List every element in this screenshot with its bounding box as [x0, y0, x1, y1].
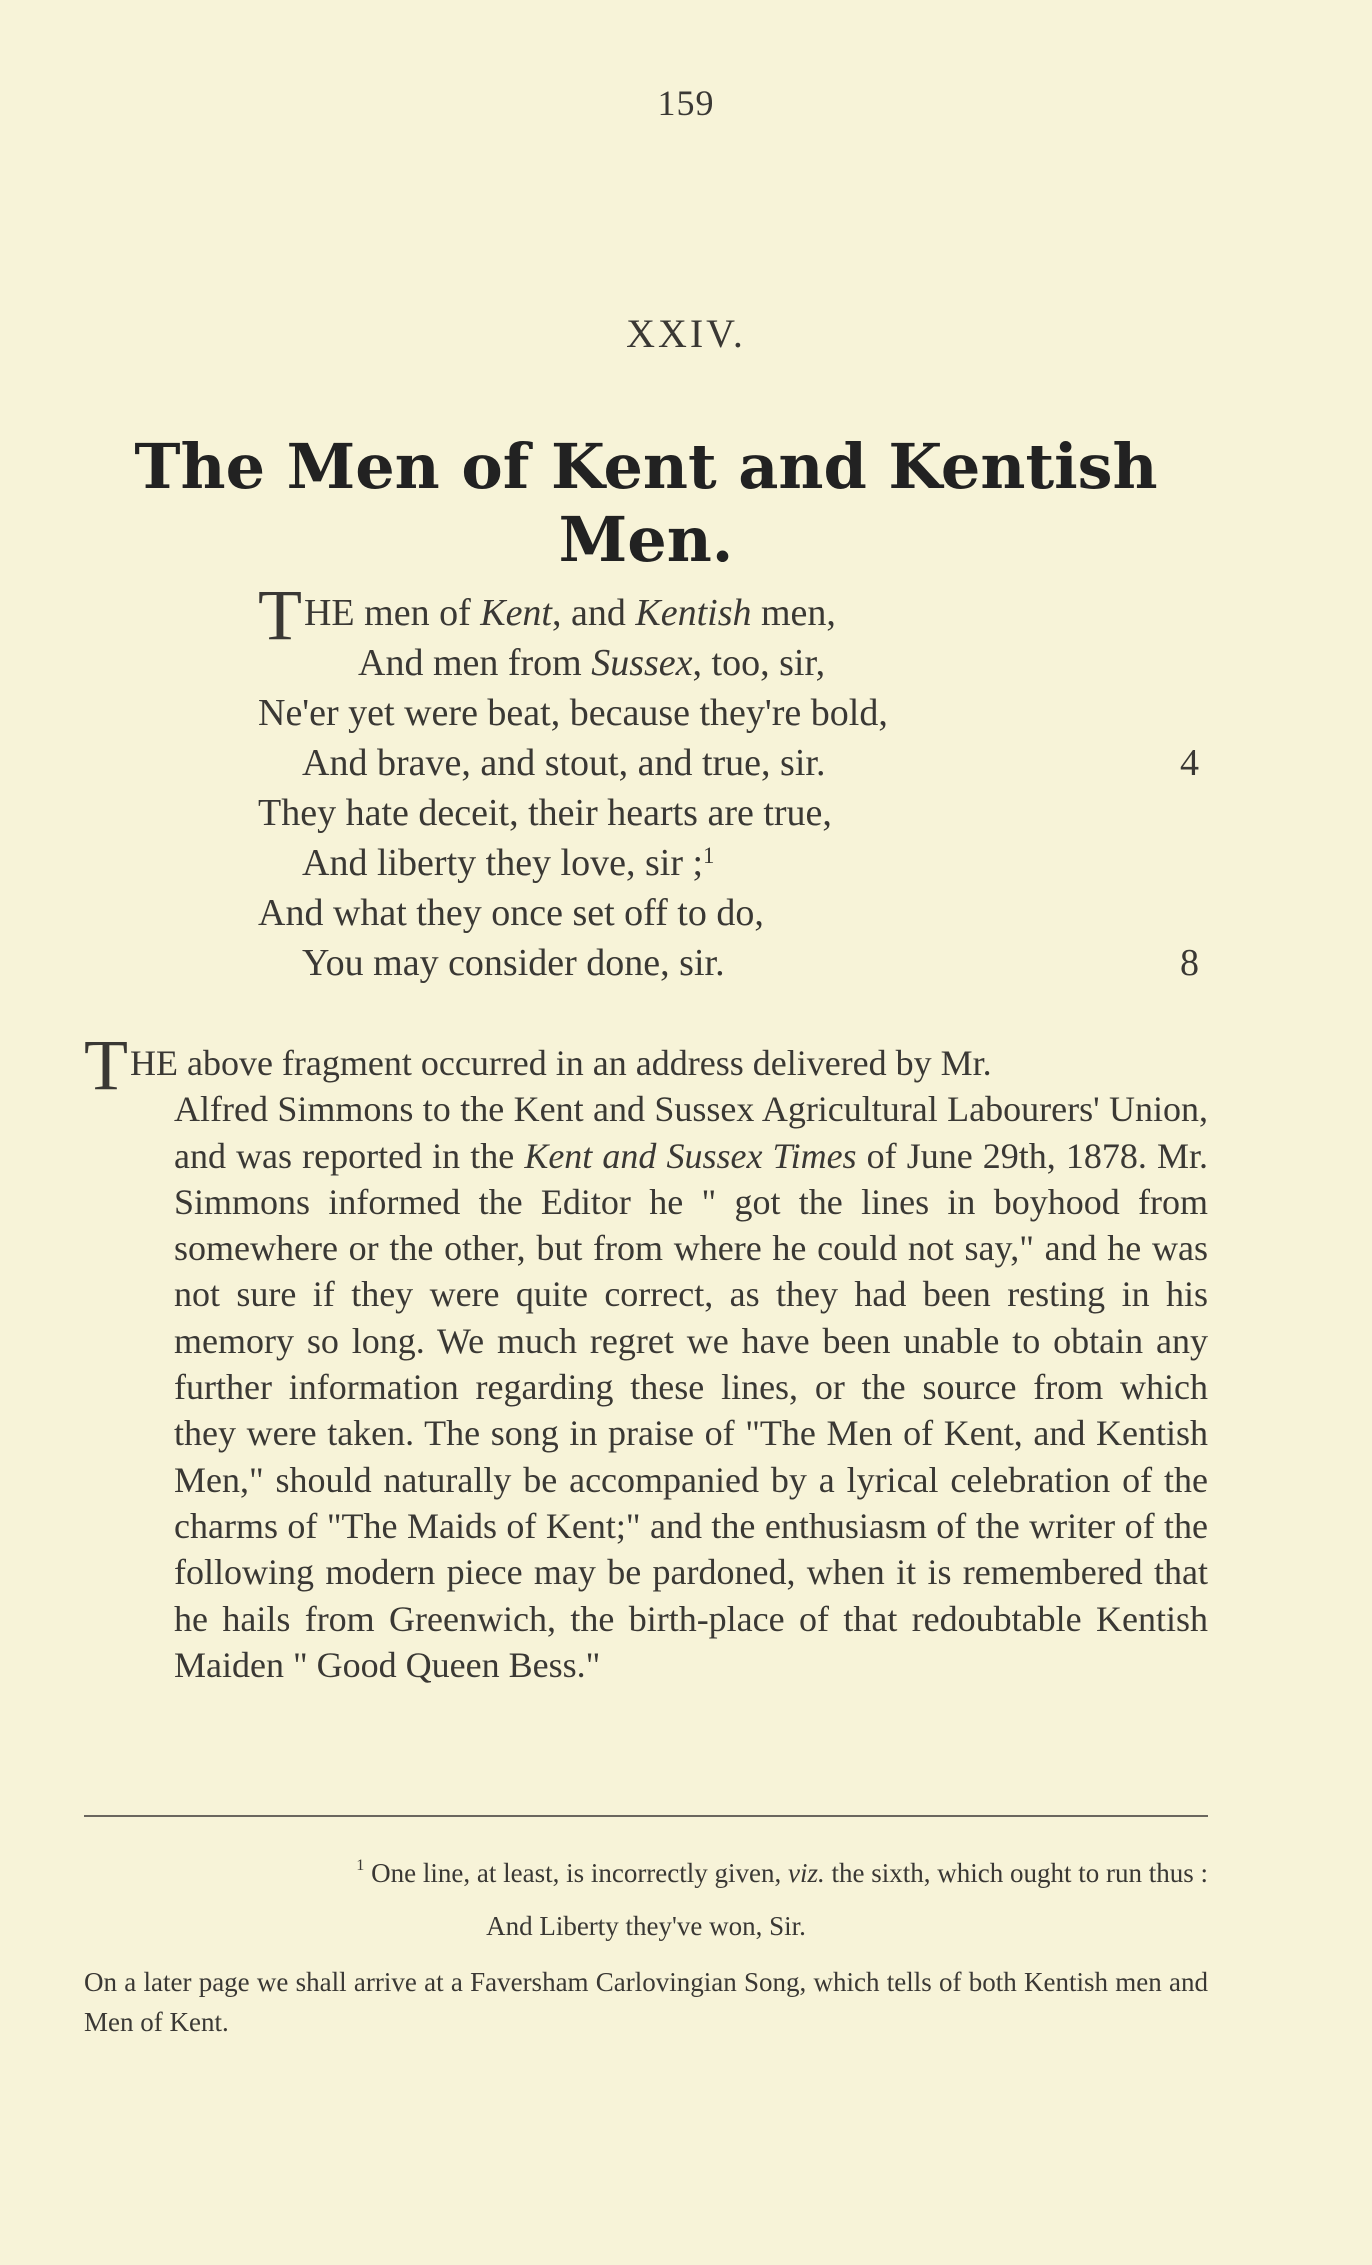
- text-run: Alfred Simmons to the Kent and Sussex Agricultural Labourers' Union, and was reported in the: [174, 1089, 1208, 1176]
- verse-line: [258, 838, 1208, 888]
- footnote-marker: 1: [356, 1856, 365, 1874]
- footnote-divider: [84, 1815, 1208, 1817]
- page-title: The Men of Kent and Kentish Men.: [134, 430, 1158, 576]
- verse-line-text: [258, 742, 825, 784]
- verse-line-text: [258, 892, 764, 934]
- verse-line: [258, 938, 1208, 988]
- text-run: Ne'er yet were beat, because they're bold,: [258, 692, 888, 734]
- commentary-body: [84, 1086, 1208, 1688]
- text-run: And liberty they love, sir ;: [302, 842, 704, 884]
- text-run: Sussex: [591, 642, 693, 684]
- text-run: men,: [751, 592, 836, 634]
- text-run: the sixth, which ought to run thus :: [824, 1858, 1208, 1888]
- verse-line: [258, 575, 1208, 655]
- text-run: viz.: [788, 1858, 825, 1888]
- verse-line: [258, 788, 1208, 838]
- verse-line-text: [258, 842, 714, 884]
- verse-line: [258, 888, 1208, 938]
- verse-block: [258, 575, 1208, 988]
- verse-line-text: [258, 642, 825, 684]
- verse-line-text: [258, 692, 888, 734]
- verse-line-text: [258, 792, 832, 834]
- text-run: HE men of: [303, 592, 481, 634]
- line-number: 8: [1180, 942, 1199, 984]
- drop-cap: T: [258, 575, 302, 655]
- page-number: 159: [657, 83, 715, 123]
- commentary-first-line: THE above fragment occurred in an address delivered by Mr.: [84, 1025, 992, 1105]
- text-run: of June 29th, 1878. Mr. Simmons informed the Editor he " got the lines in boyhood from somewhere or the other, but from where he could not say," and he was not sure if they were quite correct, as they had been resting in his memory so long. We much regret we have been unable to obtain any further information regarding these lines, or the source from which they were taken. The song in praise of "The Men of Kent, and Kentish Men," should naturally be accompanied by a lyrical celebration of the charms of "The Maids of Kent;" and the enthusiasm of the writer of the following modern piece may be pardoned, when it is remembered that he hails from Greenwich, the birth-place of that redoubtable Kentish Maiden " Good Queen Bess.": [174, 1135, 1208, 1685]
- footnote-note: On a later page we shall arrive at a Faversham Carlovingian Song, which tells of both Kentish men and Men of Kent.: [84, 1967, 1208, 2037]
- text-run: Kent: [480, 592, 552, 634]
- text-run: You may consider done, sir.: [302, 942, 725, 984]
- text-run: Kent and Sussex Times: [524, 1135, 857, 1176]
- verse-line: [258, 638, 1208, 688]
- text-run: And brave, and stout, and true, sir.: [302, 742, 826, 784]
- verse-line: [258, 738, 1208, 788]
- section-numeral: XXIV.: [626, 311, 746, 356]
- text-run: Kentish: [635, 592, 752, 634]
- text-run: One line, at least, is incorrectly given,: [364, 1858, 789, 1888]
- footnote-marker: 1: [703, 843, 715, 868]
- text-run: , and: [552, 592, 636, 634]
- text-run: And men from: [358, 642, 592, 684]
- commentary-paragraph: [84, 1025, 1208, 1688]
- footnote: [84, 1853, 1208, 1893]
- verse-line-text: [258, 575, 836, 655]
- drop-cap: T: [84, 1025, 128, 1105]
- text-run: And what they once set off to do,: [258, 892, 764, 934]
- verse-line: [258, 688, 1208, 738]
- text-run: , too, sir,: [692, 642, 826, 684]
- text-run: They hate deceit, their hearts are true,: [258, 792, 832, 834]
- verse-line-text: [258, 942, 725, 984]
- footnote-correction: And Liberty they've won, Sir.: [486, 1911, 806, 1941]
- line-number: 4: [1180, 742, 1199, 784]
